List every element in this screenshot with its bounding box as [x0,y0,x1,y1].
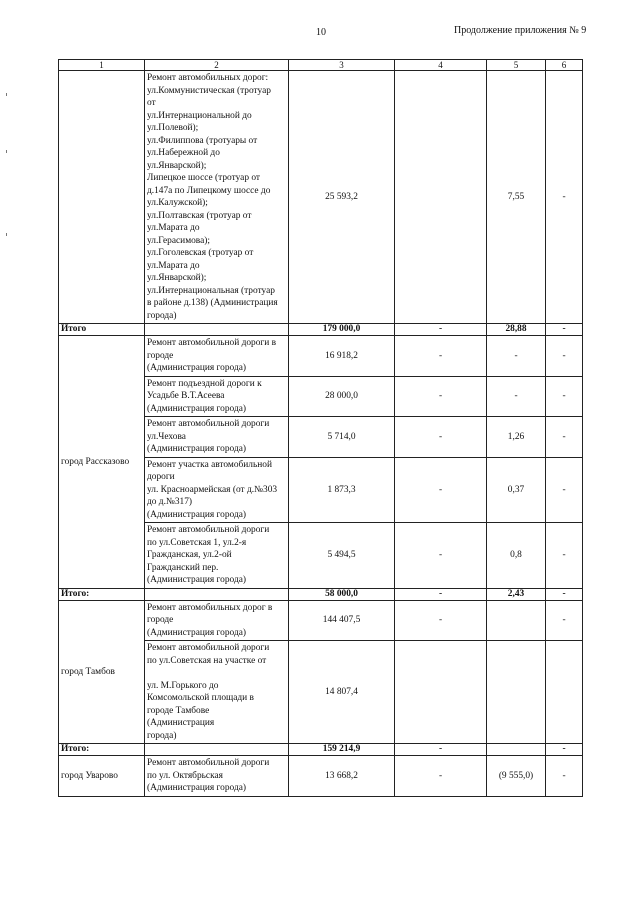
work-description: Ремонт автомобильных дорог: ул.Коммунистическая (тротуар от ул.Интернациональной до ул.Полевой); ул.Филиппова (тротуары от ул.Набережной до ул.Январской); Липецкое шоссе (тротуар от д.147а по Липецкому шоссе до ул.Калужской); ул.Полтавская (тротуар от ул.Марата до ул.Герасимова); ул.Гоголевская (тротуар от ул.Марата до ул.Январской); ул.Интернациональная (тротуар в районе д.138) (Администрация города) [145,71,289,324]
total-label: Итого: [59,744,145,756]
col6-cell: - [546,417,583,458]
col4-cell [395,641,487,744]
appendix-table [58,59,583,797]
amount-cell: 5 494,5 [289,523,395,589]
amount-cell: 25 593,2 [289,71,395,324]
col5-cell: - [487,376,546,417]
margin-mark [6,150,7,153]
work-description: Ремонт автомобильной дороги в городе (Администрация города) [145,336,289,377]
col5-cell [487,744,546,756]
col4-cell: - [395,417,487,458]
work-description: Ремонт автомобильных дорог в городе (Администрация города) [145,600,289,641]
page-number: 10 [316,27,326,38]
col4-cell: - [395,600,487,641]
continuation-label: Продолжение приложения № 9 [454,25,587,36]
col6-cell: - [546,336,583,377]
col4-cell: - [395,324,487,336]
column-number: 3 [289,60,395,71]
work-description [145,744,289,756]
col5-cell: 7,55 [487,71,546,324]
amount-cell: 13 668,2 [289,756,395,797]
total-label: Итого: [59,588,145,600]
col6-cell: - [546,71,583,324]
total-row [59,588,583,600]
col4-cell: - [395,457,487,523]
col5-cell [487,600,546,641]
city-cell [59,71,145,324]
amount-cell: 1 873,3 [289,457,395,523]
col5-cell: 28,88 [487,324,546,336]
col5-cell: (9 555,0) [487,756,546,797]
column-number-row [59,60,583,71]
col5-cell: 1,26 [487,417,546,458]
amount-cell: 5 714,0 [289,417,395,458]
amount-cell: 58 000,0 [289,588,395,600]
col4-cell [395,71,487,324]
table-row [59,600,583,641]
col6-cell: - [546,324,583,336]
column-number: 5 [487,60,546,71]
col6-cell: - [546,600,583,641]
work-description [145,588,289,600]
table-row [59,71,583,324]
column-number: 1 [59,60,145,71]
amount-cell: 14 807,4 [289,641,395,744]
column-number: 4 [395,60,487,71]
work-description: Ремонт автомобильной дороги ул.Чехова (Администрация города) [145,417,289,458]
total-label: Итого [59,324,145,336]
col5-cell: 0,37 [487,457,546,523]
work-description: Ремонт автомобильной дороги по ул.Советская 1, ул.2-я Гражданская, ул.2-ой Гражданский пер. (Администрация города) [145,523,289,589]
col5-cell [487,641,546,744]
amount-cell: 159 214,9 [289,744,395,756]
col4-cell: - [395,756,487,797]
col5-cell: 0,8 [487,523,546,589]
city-name: город Уварово [59,756,145,797]
column-number: 2 [145,60,289,71]
col6-cell: - [546,588,583,600]
col4-cell: - [395,336,487,377]
col4-cell: - [395,744,487,756]
col4-cell: - [395,523,487,589]
col6-cell [546,641,583,744]
total-row [59,744,583,756]
amount-cell: 144 407,5 [289,600,395,641]
col6-cell: - [546,457,583,523]
city-name: город Рассказово [59,336,145,589]
col4-cell: - [395,376,487,417]
total-row [59,324,583,336]
margin-mark [6,233,7,236]
col6-cell: - [546,523,583,589]
city-name: город Тамбов [59,600,145,744]
col4-cell: - [395,588,487,600]
amount-cell: 179 000,0 [289,324,395,336]
col6-cell: - [546,376,583,417]
amount-cell: 28 000,0 [289,376,395,417]
table-row [59,336,583,377]
amount-cell: 16 918,2 [289,336,395,377]
column-number: 6 [546,60,583,71]
work-description: Ремонт участка автомобильной дороги ул. Красноармейская (от д.№303 до д.№317) (Администрация города) [145,457,289,523]
work-description: Ремонт автомобильной дороги по ул. Октябрьская (Администрация города) [145,756,289,797]
col5-cell: 2,43 [487,588,546,600]
margin-mark [6,93,7,96]
col5-cell: - [487,336,546,377]
work-description: Ремонт подъездной дороги к Усадьбе В.Т.Асеева (Администрация города) [145,376,289,417]
col6-cell: - [546,744,583,756]
col6-cell: - [546,756,583,797]
work-description [145,324,289,336]
work-description: Ремонт автомобильной дороги по ул.Советская на участке от ул. М.Горького до Комсомольской площади в городе Тамбове (Администрация города) [145,641,289,744]
table-row [59,756,583,797]
